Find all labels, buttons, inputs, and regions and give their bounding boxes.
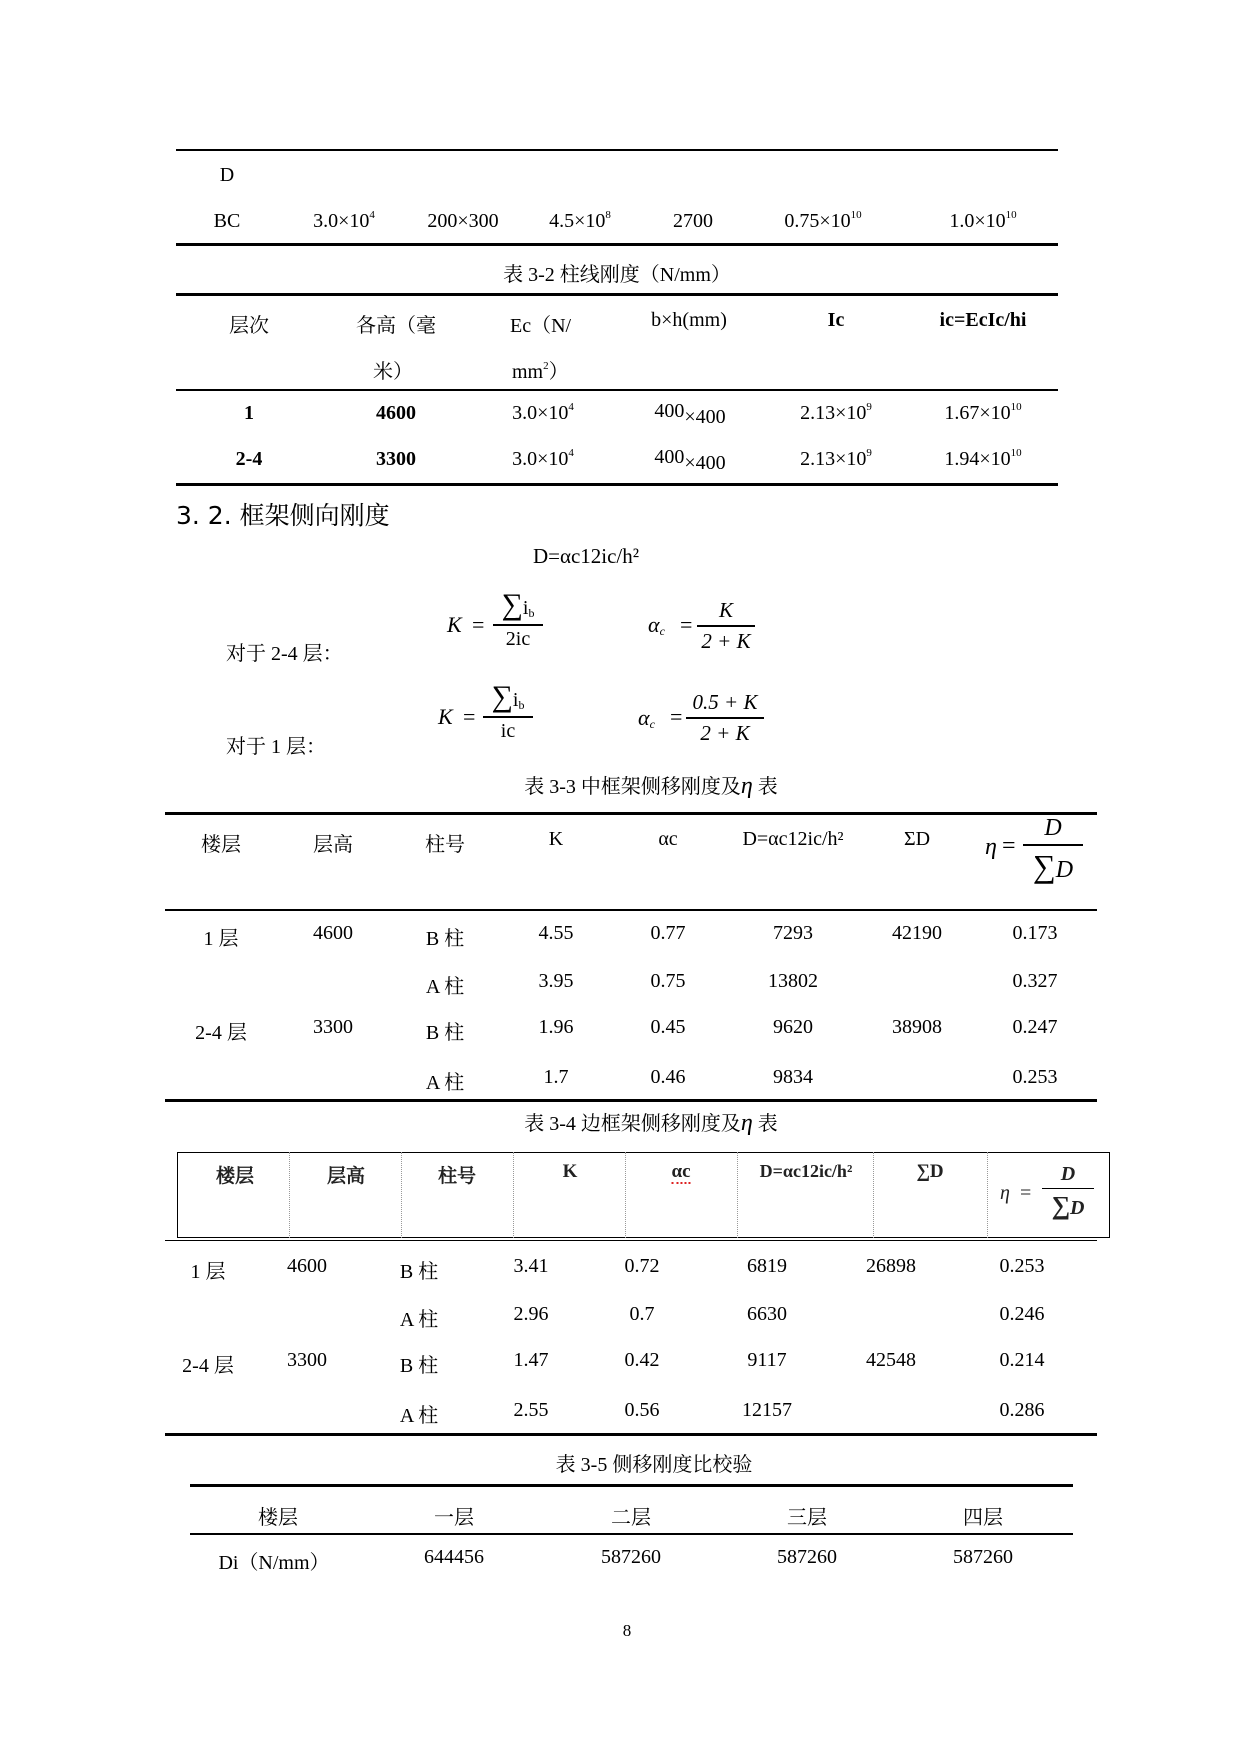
table34-r4-col: A 柱 [399, 1405, 439, 1427]
table34-r1-k: 3.41 [513, 1255, 549, 1277]
table34-r3-eta: 0.214 [999, 1349, 1045, 1371]
table33-r2-eta: 0.327 [1012, 970, 1058, 992]
table33-h-col: 柱号 [425, 834, 465, 856]
table34-r3-height: 3300 [287, 1349, 327, 1371]
table34-r4-d: 12157 [742, 1399, 792, 1421]
table34-h-eta-symbol: η [1000, 1182, 1010, 1204]
section-formula: D=αc12ic/h² [532, 544, 640, 568]
table32-h-height: 各高（毫 [356, 315, 436, 337]
table32-caption: 表 3-2 柱线刚度（N/mm） [503, 264, 731, 286]
table35-r-label: Di（N/mm） [218, 1552, 330, 1574]
table34-bottom-rule [165, 1433, 1097, 1436]
table34-r1-floor: 1 层 [190, 1261, 226, 1283]
table32-r2-bh: 400×400 [654, 446, 726, 474]
alpha-fraction-1: 0.5 + K 2 + K [686, 690, 764, 746]
table34-r2-col: A 柱 [399, 1309, 439, 1331]
table34-r4-k: 2.55 [513, 1399, 549, 1421]
table35-r-4: 587260 [953, 1546, 1013, 1568]
table33-r1-col: B 柱 [425, 928, 465, 950]
page-number: 8 [622, 1621, 632, 1640]
table35-top-rule [190, 1484, 1073, 1487]
table33-r3-eta: 0.247 [1012, 1016, 1058, 1038]
table32-h-ic: Ic [827, 309, 845, 331]
table34-r2-k: 2.96 [513, 1303, 549, 1325]
alpha-symbol-24: $\alpha_c$ [648, 612, 665, 638]
table33-r1-floor: 1 层 [203, 928, 239, 950]
table35-h-3: 三层 [787, 1507, 827, 1529]
table33-h-floor: 楼层 [201, 834, 241, 856]
table33-r3-d: 9620 [773, 1016, 813, 1038]
table33-r1-eta: 0.173 [1012, 922, 1058, 944]
table35-r-1: 644456 [424, 1546, 484, 1568]
table34-r1-eta: 0.253 [999, 1255, 1045, 1277]
table33-h-k: K [548, 828, 564, 850]
table32-r2-ic: $2.13\times 10^9$ [800, 447, 872, 470]
table33-r3-col: B 柱 [425, 1022, 465, 1044]
table34-r1-d: 6819 [747, 1255, 787, 1277]
table35-h-2: 二层 [611, 1507, 651, 1529]
table34-r2-d: 6630 [747, 1303, 787, 1325]
table33-r2-k: 3.95 [538, 970, 574, 992]
alpha-fraction-24: K 2 + K [697, 598, 755, 654]
label-floors-2-4: 对于 2-4 层： [226, 643, 343, 665]
table33-r3-sd: 38908 [892, 1016, 942, 1038]
table34-r2-eta: 0.246 [999, 1303, 1045, 1325]
table33-r3-k: 1.96 [538, 1016, 574, 1038]
table32-h-ec: Ec（N/ [510, 315, 572, 337]
table33-mid-rule [165, 909, 1097, 911]
table33-r4-ac: 0.46 [650, 1066, 686, 1088]
prev-table-cell-d: D [219, 164, 235, 186]
table34-r2-ac: 0.7 [629, 1303, 655, 1325]
table35-h-4: 四层 [963, 1507, 1003, 1529]
table32-r1-bh: 400×400 [654, 400, 726, 428]
table32-r2-height: 3300 [376, 448, 416, 470]
table35-h-floor: 楼层 [258, 1507, 298, 1529]
prev-table-cell-ib2: $1.0\times 10^{10}$ [949, 209, 1017, 232]
table34-h-height: 层高 [326, 1165, 366, 1187]
table34-r3-k: 1.47 [513, 1349, 549, 1371]
table34-h-sd: ∑D [916, 1161, 944, 1182]
table33-r1-ac: 0.77 [650, 922, 686, 944]
table33-r1-k: 4.55 [538, 922, 574, 944]
table35-mid-rule [190, 1533, 1073, 1535]
k-symbol-24: K [447, 612, 462, 637]
table32-r2-floor: 2-4 [235, 448, 263, 470]
table33-r1-d: 7293 [773, 922, 813, 944]
table35-r-2: 587260 [601, 1546, 661, 1568]
table34-r1-height: 4600 [287, 1255, 327, 1277]
table33-h-height: 层高 [313, 834, 353, 856]
table33-r3-floor: 2-4 层 [195, 1022, 247, 1044]
table33-r4-k: 1.7 [543, 1066, 569, 1088]
prev-table-cell-l: 2700 [673, 210, 713, 232]
table33-h-eta-fraction: D ∑D [1023, 815, 1083, 885]
table32-r2-ic2: $1.94\times 10^{10}$ [944, 447, 1022, 470]
table34-h-col: 柱号 [437, 1165, 477, 1187]
table33-h-d: D=αc12ic/h² [742, 828, 844, 850]
table34-r3-col: B 柱 [399, 1355, 439, 1377]
table32-h-floor: 层次 [229, 315, 269, 337]
table33-r4-eta: 0.253 [1012, 1066, 1058, 1088]
table32-r1-ec: $3.0\times 10^4$ [512, 401, 574, 424]
section-heading: 3. 2. 框架侧向刚度 [176, 501, 390, 530]
prev-table-cell-e: $3.0\times 10^4$ [313, 209, 375, 232]
prev-table-cell-i: $4.5\times 10^8$ [549, 209, 611, 232]
prev-table-cell-bh: 200×300 [427, 210, 499, 232]
table33-r3-ac: 0.45 [650, 1016, 686, 1038]
table33-r1-height: 4600 [313, 922, 353, 944]
table32-h-ic2: ic=EcIc/hi [939, 309, 1027, 331]
table34-h-eta-fraction: D ∑D [1042, 1163, 1094, 1221]
table33-h-sd: ΣD [903, 828, 931, 850]
table34-h-eta-eq: = [1020, 1182, 1032, 1204]
table34-r1-sd: 26898 [866, 1255, 916, 1277]
table34-r3-d: 9117 [747, 1349, 787, 1371]
table34-r4-eta: 0.286 [999, 1399, 1045, 1421]
table32-r1-height: 4600 [376, 402, 416, 424]
equals-1: = [463, 704, 476, 729]
k-fraction-1: $\sum i_b$ ic [483, 680, 533, 743]
alpha-symbol-1: $\alpha_c$ [638, 705, 655, 731]
table34-h-floor: 楼层 [215, 1165, 255, 1187]
prev-table-cell-ib: $0.75\times 10^{10}$ [784, 209, 862, 232]
table32-h-height-2: 米） [373, 361, 413, 383]
table33-r4-d: 9834 [773, 1066, 813, 1088]
table32-bottom-rule [176, 483, 1058, 486]
label-floor-1: 对于 1 层： [226, 736, 326, 758]
equals-24: = [472, 612, 485, 637]
table33-bottom-rule [165, 1099, 1097, 1102]
table34-r1-ac: 0.72 [624, 1255, 660, 1277]
table34-r3-ac: 0.42 [624, 1349, 660, 1371]
table-bottom-rule [176, 243, 1058, 246]
table34-header-box [177, 1152, 1110, 1238]
table-top-rule [176, 149, 1058, 151]
prev-table-cell-bc: BC [213, 210, 241, 232]
table35-r-3: 587260 [777, 1546, 837, 1568]
table32-mid-rule [176, 389, 1058, 391]
table33-r4-col: A 柱 [425, 1072, 465, 1094]
table32-h-ec-2: $mm^2$） [512, 360, 569, 383]
table33-top-rule [165, 812, 1097, 815]
table33-r3-height: 3300 [313, 1016, 353, 1038]
table32-r1-ic: $2.13\times 10^9$ [800, 401, 872, 424]
table34-caption: 表 3-4 边框架侧移刚度及η 表 [524, 1110, 778, 1136]
table33-h-eta-eq: = [1002, 833, 1016, 859]
table33-h-eta-symbol: η [985, 834, 997, 860]
table33-r1-sd: 42190 [892, 922, 942, 944]
table34-r3-sd: 42548 [866, 1349, 916, 1371]
table32-r1-floor: 1 [244, 402, 254, 424]
table34-h-k: K [562, 1161, 578, 1182]
table34-r4-ac: 0.56 [624, 1399, 660, 1421]
table35-h-1: 一层 [434, 1507, 474, 1529]
table34-h-ac: αc [671, 1161, 691, 1182]
table32-r1-ic2: $1.67\times 10^{10}$ [944, 401, 1022, 424]
table33-r2-ac: 0.75 [650, 970, 686, 992]
table34-r1-col: B 柱 [399, 1261, 439, 1283]
alpha-equals-1: = [670, 704, 683, 729]
table33-r2-col: A 柱 [425, 976, 465, 998]
table34-h-d: D=αc12ic/h² [759, 1161, 853, 1181]
alpha-equals-24: = [680, 612, 693, 637]
table34-mid-rule [165, 1240, 1097, 1241]
table32-h-bh: b×h(mm) [651, 309, 727, 331]
table32-r2-ec: $3.0\times 10^4$ [512, 447, 574, 470]
table32-top-rule [176, 293, 1058, 296]
k-fraction-24: $\sum i_b$ 2ic [493, 588, 543, 651]
table34-r3-floor: 2-4 层 [182, 1355, 234, 1377]
table35-caption: 表 3-5 侧移刚度比校验 [555, 1454, 753, 1476]
table33-r2-d: 13802 [768, 970, 818, 992]
k-symbol-1: K [438, 704, 453, 729]
table33-h-ac: αc [658, 828, 678, 850]
table33-caption: 表 3-3 中框架侧移刚度及η 表 [524, 773, 778, 799]
